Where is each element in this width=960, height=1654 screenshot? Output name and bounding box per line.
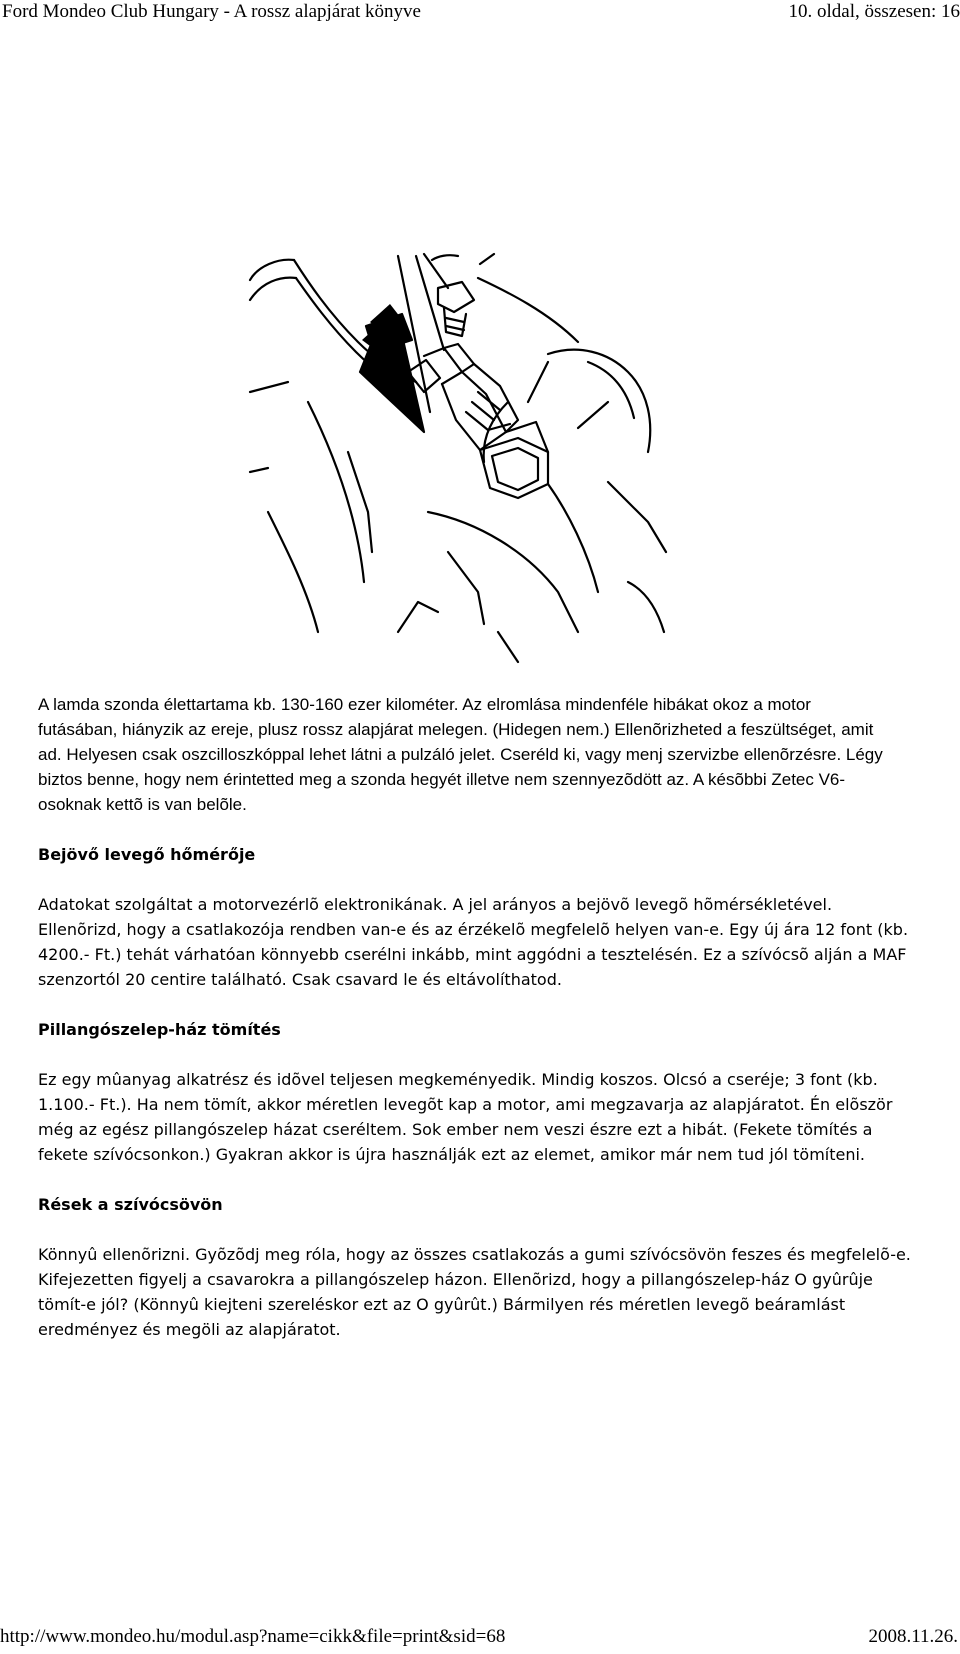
lambda-sensor-icon (248, 252, 668, 664)
print-footer (0, 1626, 960, 1654)
intro-paragraph: A lamda szonda élettartama kb. 130-160 ezer kilométer. Az elromlása mindenféle hibákat okoz a motor futásában, hiányzik az ereje, plusz rossz alapjárat melegen. (Hidegen nem.) Ellenõrizheted a feszültséget, amit ad. Helyesen csak oszcilloszkóppal lehet látni a pulzáló jelet. Cseréld ki, vagy menj szervizbe ellenõrzésre. Légy biztos benne, hogy nem érintetted meg a szonda hegyét illetve nem szennyezõdött az. A késõbbi Zetec V6-osoknak kettõ is van belõle. (38, 695, 883, 814)
section-body-intake-leaks: Könnyû ellenõrizni. Gyõzõdj meg róla, hogy az összes csatlakozás a gumi szívócsövön feszes és megfelelõ-e. Kifejezetten figyelj a csavarokra a pillangószelep házon. Ellenõrizd, hogy a pillangószelep-ház O gyûrûje tömít-e jól? (Könnyû kiejteni szereléskor ezt az O gyûrût.) Bármilyen rés méretlen levegõ beáramlást eredményez és megöli az alapjáratot. (38, 1245, 911, 1339)
print-header (0, 0, 960, 30)
lambda-sensor-figure (248, 252, 668, 664)
article-body (38, 692, 918, 1342)
section-heading-intake-temp: Bejövő levegő hőmérője (38, 845, 256, 864)
section-body-throttle-gasket: Ez egy mûanyag alkatrész és idõvel teljesen megkeményedik. Mindig koszos. Olcsó a cseréje; 3 font (kb. 1.100.- Ft.). Ha nem tömít, akkor méretlen levegõt kap a motor, ami megzavarja az alapjáratot. Én elõször még az egész pillangószelep házat cseréltem. Sok ember nem veszi észre ezt a hibát. (Fekete tömítés a fekete szívócsonkon.) Gyakran akkor is újra használják ezt az elemet, amikor már nem tud jól tömíteni. (38, 1070, 893, 1164)
header-page-number: 10. oldal, összesen: 16 (788, 1, 960, 22)
section-heading-throttle-gasket: Pillangószelep-ház tömítés (38, 1020, 281, 1039)
section-heading-intake-leaks: Rések a szívócsövön (38, 1195, 223, 1214)
header-title: Ford Mondeo Club Hungary - A rossz alapjárat könyve (2, 1, 421, 22)
footer-url: http://www.mondeo.hu/modul.asp?name=cikk&file=print&sid=68 (0, 1626, 506, 1647)
footer-date: 2008.11.26. (868, 1626, 958, 1647)
section-body-intake-temp: Adatokat szolgáltat a motorvezérlõ elektronikának. A jel arányos a bejövõ levegõ hõmérsékletével. Ellenõrizd, hogy a csatlakozója rendben van-e és az érzékelõ megfelelõ helyen van-e. Egy új ára 12 font (kb. 4200.- Ft.) tehát várhatóan könnyebb cserélni inkább, mint aggódni a tesztelésén. Ez a szívócsõ alján a MAF szenzortól 20 centire található. Csak csavard le és eltávolíthatod. (38, 895, 909, 989)
